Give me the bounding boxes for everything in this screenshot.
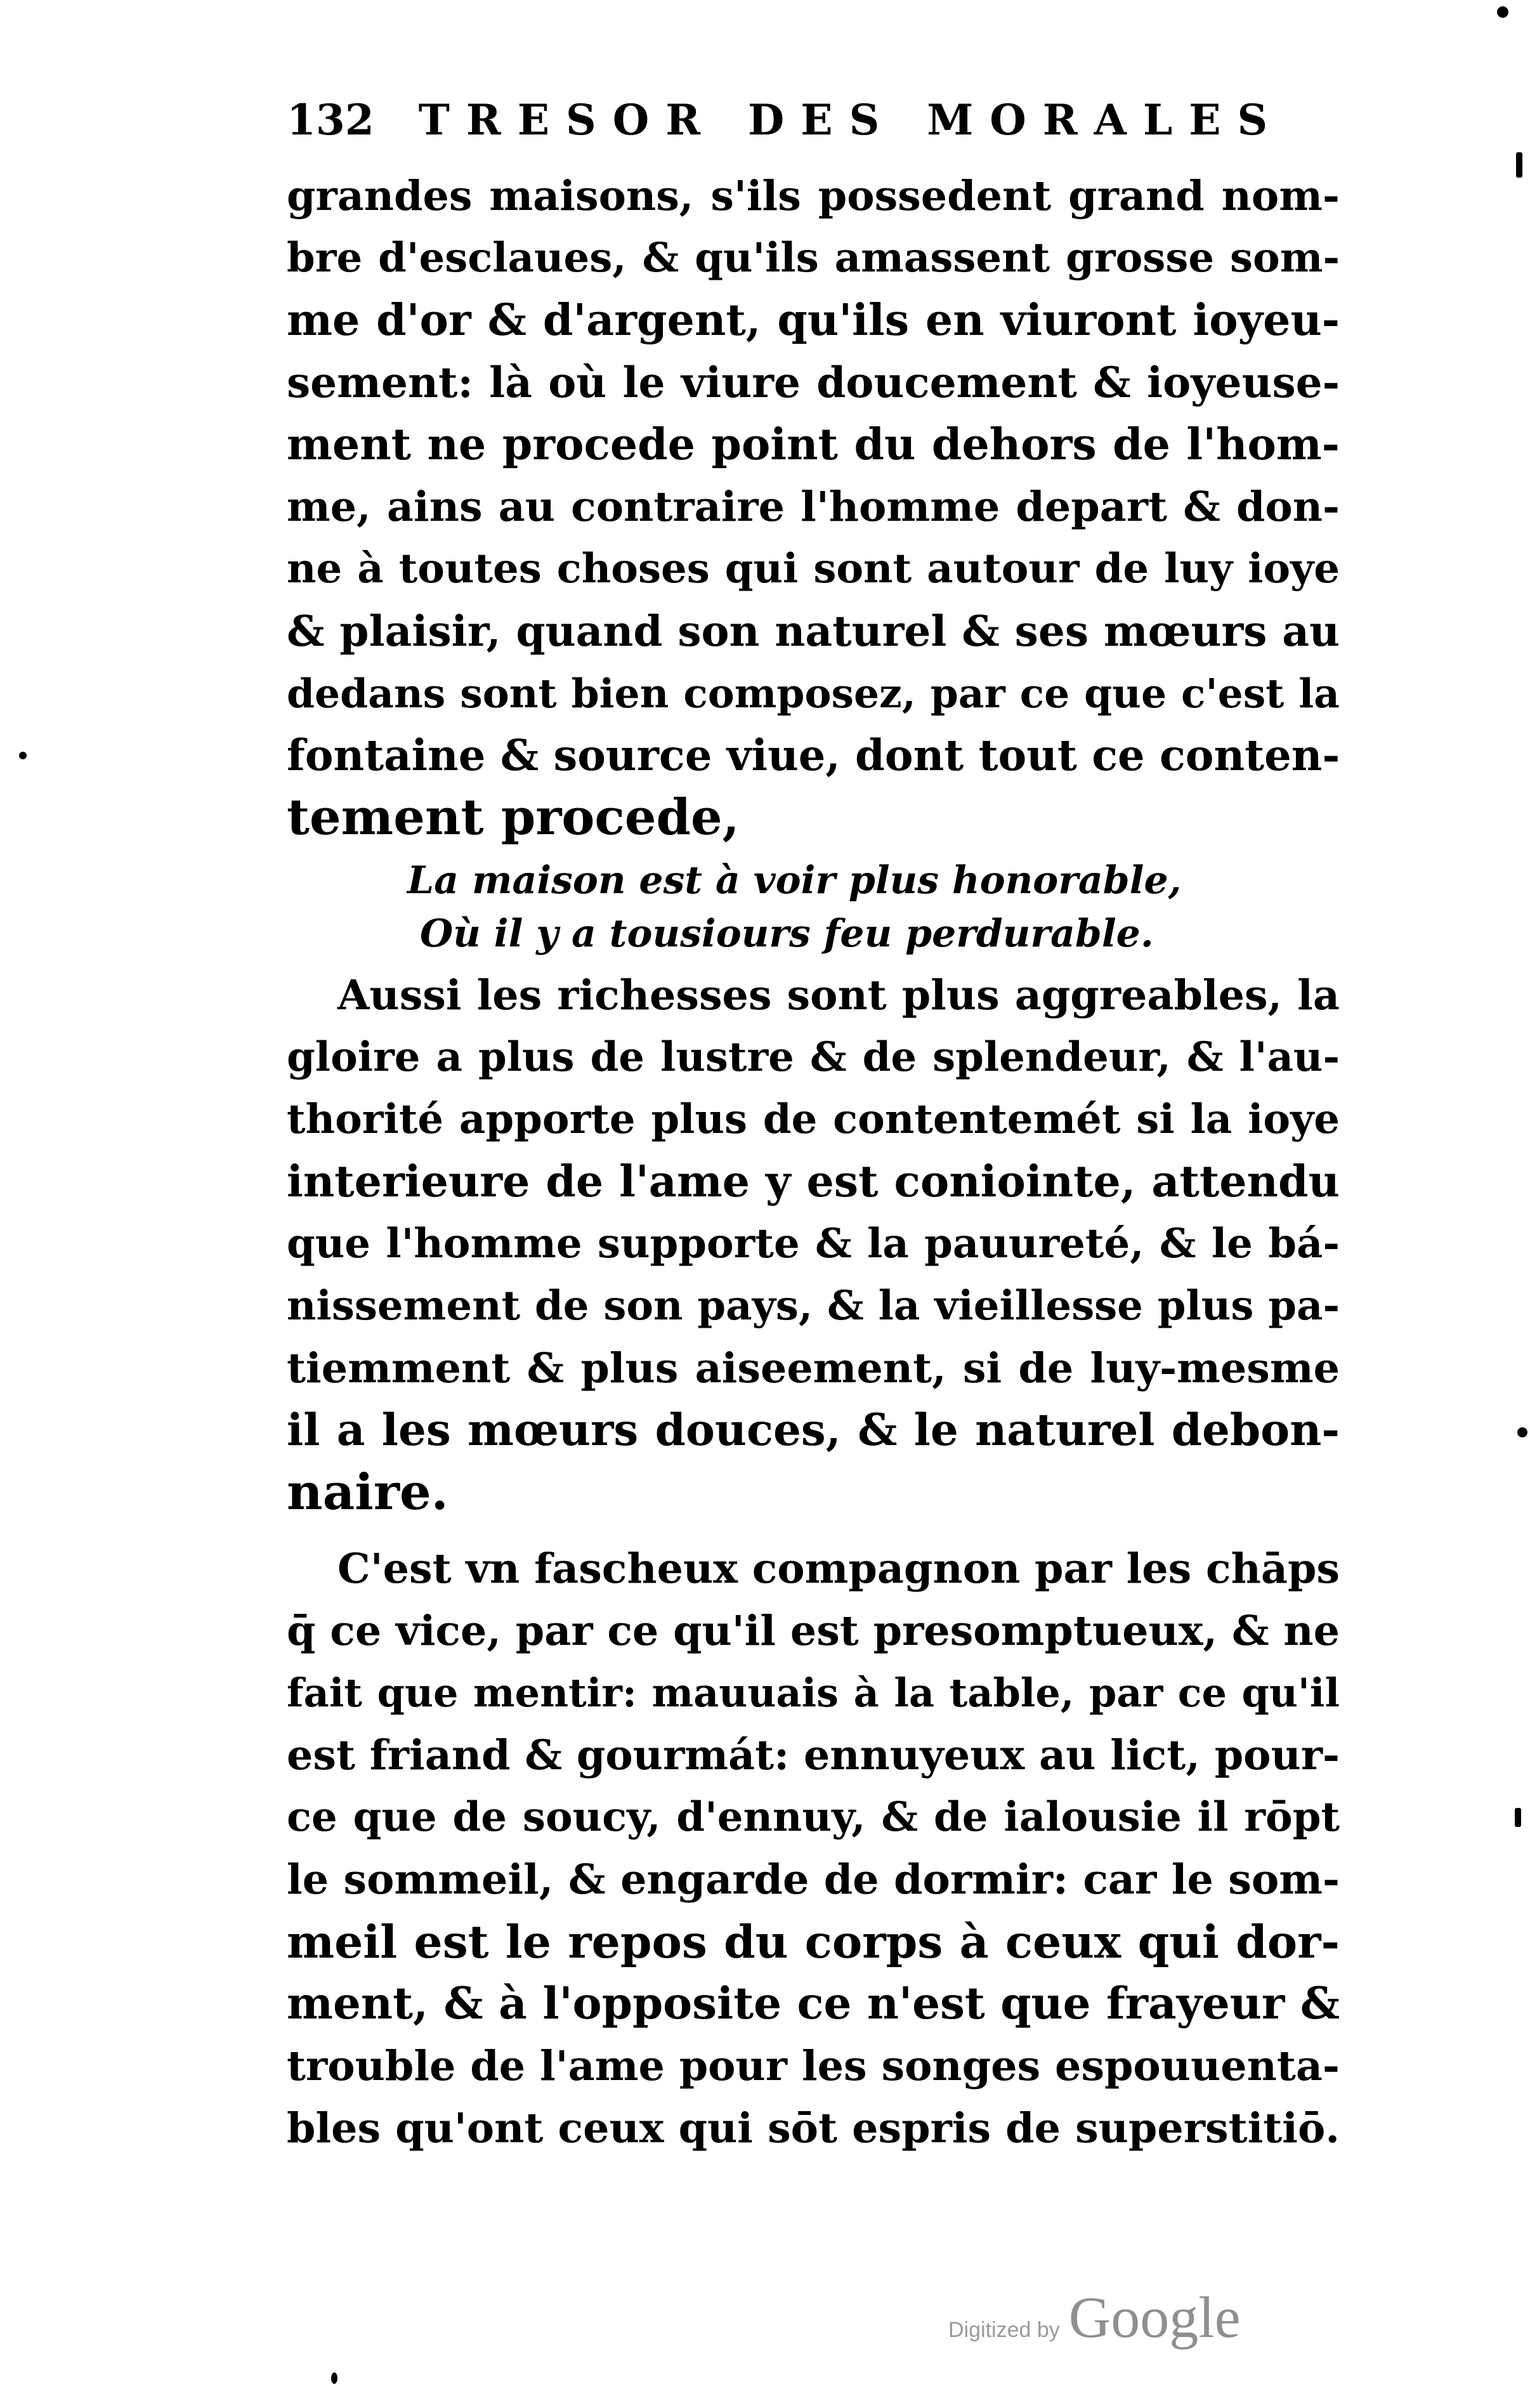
text-line: me d'or & d'argent, qu'ils en viuront ioyeu- [287, 295, 1340, 346]
text-line: dedans sont bien composez, par ce que c'est la [287, 670, 1340, 717]
text-line: sement: là où le viure doucement & ioyeuse- [287, 358, 1340, 407]
verse-quotation [287, 854, 1340, 960]
scan-speck [1515, 1808, 1521, 1827]
page-number: 132 [287, 95, 374, 145]
text-line: tement procede, [287, 788, 740, 846]
scan-speck [1497, 6, 1508, 18]
text-line: interieure de l'ame y est coniointe, attendu [287, 1156, 1340, 1207]
verse-line: Où il y a tousiours feu perdurable. [420, 912, 1154, 956]
text-line: bre d'esclaues, & qu'ils amassent grosse som- [287, 234, 1340, 282]
digitized-by-watermark [948, 2284, 1241, 2351]
text-line: me, ains au contraire l'homme depart & don- [287, 483, 1340, 531]
text-line: trouble de l'ame pour les songes espouuenta- [287, 2042, 1340, 2090]
text-line: ce que de soucy, d'ennuy, & de ialousie il rōpt [287, 1793, 1340, 1841]
paragraph-3 [287, 1538, 1340, 2159]
text-line: naire. [287, 1463, 448, 1521]
text-line: grandes maisons, s'ils possedent grand nom- [287, 172, 1340, 220]
text-line: ment, & à l'opposite ce n'est que frayeur & [287, 1978, 1340, 2029]
text-line: tiemment & plus aiseement, si de luy-mesme [287, 1344, 1340, 1392]
paragraph-1 [287, 165, 1340, 849]
text-line: fait que mentir: mauuais à la table, par ce qu'il [287, 1670, 1340, 1716]
verse-line: La maison est à voir plus honorable, [407, 858, 1182, 903]
text-line: Aussi les richesses sont plus aggreables, la [337, 971, 1340, 1019]
scan-speck [331, 2372, 337, 2384]
text-line: thorité apporte plus de contentemét si la ioye [287, 1096, 1340, 1143]
scan-speck [19, 752, 27, 759]
text-line: il a les mœurs douces, & le naturel debon- [287, 1404, 1340, 1456]
text-line: gloire a plus de lustre & de splendeur, & l'au- [287, 1033, 1340, 1081]
text-line: meil est le repos du corps à ceux qui dor- [287, 1915, 1340, 1968]
running-title: TRESOR DES MORALES [418, 95, 1285, 145]
paragraph-2 [287, 964, 1340, 1524]
page-text [287, 95, 1340, 2159]
text-line: bles qu'ont ceux qui sōt espris de superstitiō. [287, 2104, 1340, 2152]
text-line: & plaisir, quand son naturel & ses mœurs au [287, 606, 1340, 656]
scan-speck [1516, 152, 1522, 178]
text-line: que l'homme supporte & la pauureté, & le bá- [287, 1220, 1340, 1267]
text-line: nissement de son pays, & la vieillesse plus pa- [287, 1282, 1340, 1330]
running-header [287, 95, 1340, 165]
text-line: le sommeil, & engarde de dormir: car le som- [287, 1855, 1340, 1904]
scan-speck [1517, 1427, 1527, 1437]
text-line: est friand & gourmát: ennuyeux au lict, pour- [287, 1731, 1340, 1779]
text-line: q̄ ce vice, par ce qu'il est presomptueux, & ne [287, 1607, 1340, 1655]
text-line: fontaine & source viue, dont tout ce conten- [287, 730, 1340, 780]
text-line: C'est vn fascheux compagnon par les chāps [337, 1545, 1340, 1593]
text-line: ne à toutes choses qui sont autour de luy ioye [287, 545, 1340, 592]
digitized-by-label: Digitized by [948, 2318, 1060, 2342]
google-logo: Google [1068, 2285, 1241, 2350]
text-line: ment ne procede point du dehors de l'hom- [287, 419, 1340, 470]
